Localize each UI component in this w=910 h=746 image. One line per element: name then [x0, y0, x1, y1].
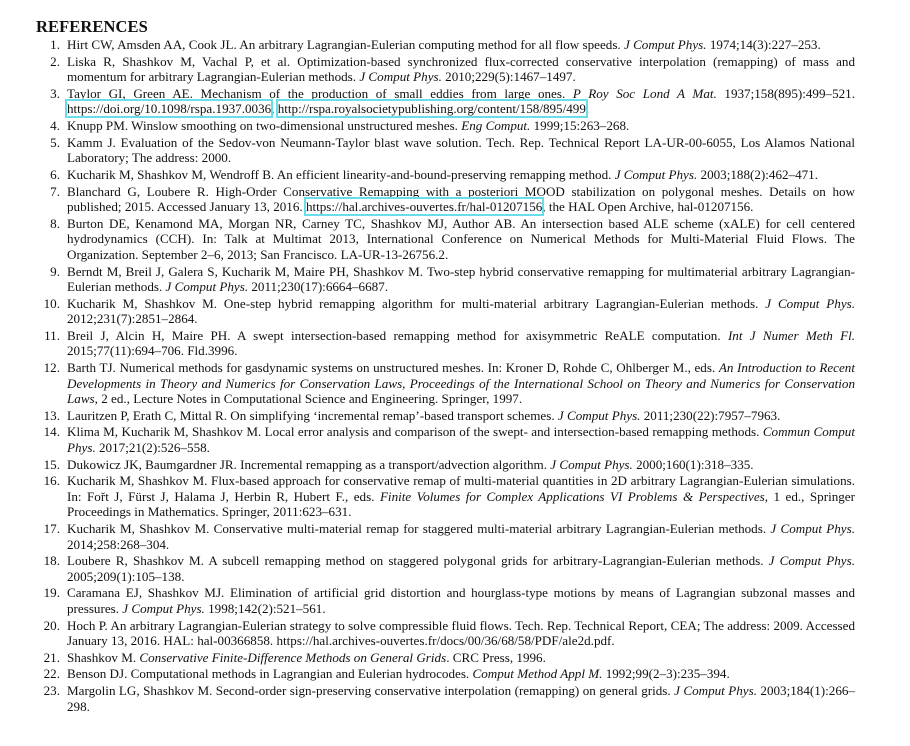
- reference-text: [67, 424, 855, 455]
- reference-segment: , 2 ed., Lecture Notes in Computational Science and Engineering. Springer, 1997.: [94, 391, 523, 407]
- reference-number: 6.: [50, 166, 60, 182]
- reference-segment: 1974;14(3):227–253.: [706, 37, 821, 52]
- reference-item: [36, 666, 855, 682]
- journal-title: Commun Comput Phys.: [67, 424, 855, 455]
- journal-title: J Comput Phys.: [557, 407, 641, 423]
- journal-title: Comput Method Appl M.: [472, 666, 603, 682]
- reference-text: [67, 585, 855, 616]
- reference-number: 11.: [44, 327, 60, 343]
- reference-text: [67, 118, 629, 133]
- reference-segment: Shashkov M.: [67, 649, 140, 665]
- reference-segment: 2017;21(2):526–558.: [95, 439, 210, 455]
- journal-title: J Comput Phys.: [550, 456, 633, 472]
- references-heading: REFERENCES: [36, 17, 148, 36]
- reference-segment: Berndt M, Breil J, Galera S, Kucharik M, Maire PH, Shashkov M. Two-step hybrid conservative remapping for multimaterial arbitrary Lagrangian-Eulerian methods.: [67, 263, 855, 294]
- reference-item: [36, 184, 855, 215]
- reference-item: [36, 650, 855, 666]
- reference-item: [36, 118, 855, 134]
- reference-item: [36, 360, 855, 407]
- reference-segment: Breil J, Alcin H, Maire PH. A swept intersection-based remapping method for axisymmetric ReALE computation.: [67, 327, 728, 343]
- reference-segment: Kucharik M, Shashkov M. Flux-based approach for conservative remap of multi-material quantities in 2D arbitrary Lagrangian-Eulerian simulations. In: Fořt J, Fürst J, Halama J, Herbin R, Hubert F., eds.: [67, 473, 855, 504]
- reference-segment: ,: [271, 101, 278, 117]
- journal-title: J Comput Phys.: [122, 600, 205, 616]
- reference-segment: 1998;142(2):521–561.: [204, 600, 326, 616]
- reference-text: [67, 37, 821, 52]
- reference-item: [36, 37, 855, 53]
- reference-segment: Margolin LG, Shashkov M. Second-order sign-preserving conservative interpolation (remapping) on general grids.: [67, 683, 675, 699]
- reference-item: [36, 167, 855, 183]
- reference-list: [36, 37, 855, 714]
- reference-item: [36, 473, 855, 520]
- reference-segment: Hoch P. An arbitrary Lagrangian-Eulerian strategy to solve compressible fluid flows. Tech. Rep. Technical Report, CEA; The address: 2009. Accessed January 13, 2016. HAL: hal-00366858. https://hal.archives-ouvertes.fr/docs/00/36/68/58/PDF/ale2d.pdf.: [67, 617, 855, 649]
- reference-segment: Dukowicz JK, Baumgardner JR. Incremental remapping as a transport/advection algorithm.: [67, 456, 551, 472]
- reference-segment: Knupp PM. Winslow smoothing on two-dimensional unstructured meshes.: [67, 118, 462, 134]
- reference-text: [67, 184, 855, 215]
- reference-item: [36, 553, 855, 584]
- reference-segment: 2005;209(1):105–138.: [67, 568, 185, 584]
- reference-item: [36, 86, 855, 117]
- reference-number: 14.: [43, 424, 60, 440]
- reference-segment: 1999;15:263–268.: [530, 118, 630, 134]
- reference-item: [36, 296, 855, 327]
- reference-number: 12.: [43, 360, 60, 376]
- reference-number: 17.: [43, 521, 60, 536]
- reference-text: [67, 216, 855, 262]
- journal-title: J Comput Phys.: [674, 683, 757, 699]
- reference-text: [67, 135, 855, 166]
- reference-segment: 2010;229(5):1467–1497.: [441, 69, 576, 85]
- reference-number: 18.: [43, 553, 60, 569]
- reference-segment: 2000;160(1):318–335.: [632, 456, 754, 472]
- reference-number: 1.: [50, 37, 60, 52]
- reference-segment: Kucharik M, Shashkov M. One-step hybrid remapping algorithm for multi-material arbitrary Lagrangian-Eulerian methods.: [67, 295, 766, 311]
- reference-text: [67, 683, 855, 714]
- reference-item: [36, 521, 855, 552]
- reference-number: 7.: [50, 183, 60, 199]
- reference-segment: Kamm J. Evaluation of the Sedov-von Neumann-Taylor blast wave solution. Tech. Rep. Technical Report LA-UR-00-6055, Los Alamos National Laboratory; The address: 2000.: [67, 134, 855, 166]
- reference-number: 21.: [43, 649, 60, 665]
- reference-segment: 2003;184(1):266–298.: [67, 683, 855, 714]
- reference-text: [67, 54, 855, 85]
- journal-title: J Comput Phys.: [359, 69, 442, 85]
- reference-segment: Blanchard G, Loubere R. High-Order Conservative Remapping with a posteriori MOOD stabilization on polygonal meshes. Details on how published; 2015. Accessed January 13, 2016.: [67, 183, 855, 215]
- reference-number: 19.: [43, 585, 60, 601]
- journal-title: J Comput Phys.: [623, 37, 707, 52]
- reference-segment: 1992;99(2–3):235–394.: [602, 666, 730, 682]
- journal-title: P Roy Soc Lond A Mat.: [572, 85, 717, 101]
- reference-segment: 2014;258:268–304.: [67, 536, 170, 552]
- reference-number: 23.: [43, 683, 60, 699]
- reference-item: [36, 683, 855, 714]
- journal-title: J Comput Phys.: [768, 553, 855, 569]
- reference-text: [67, 328, 855, 359]
- journal-title: J Comput Phys.: [765, 295, 855, 311]
- reference-text: [67, 618, 855, 649]
- reference-text: [67, 650, 546, 665]
- reference-text: [67, 457, 754, 472]
- journal-title: Eng Comput.: [461, 118, 531, 134]
- reference-text: [67, 521, 855, 552]
- reference-segment: Taylor GI, Green AE. Mechanism of the production of small eddies from large ones.: [67, 85, 573, 101]
- reference-segment: Kucharik M, Shashkov M, Wendroff B. An efficient linearity-and-bound-preserving remapping method.: [67, 166, 615, 182]
- reference-segment: 2012;231(7):2851–2864.: [67, 311, 198, 327]
- reference-number: 2.: [50, 53, 60, 69]
- reference-segment: , the HAL Open Archive, hal-01207156.: [542, 199, 754, 215]
- reference-number: 8.: [50, 215, 60, 231]
- reference-text: [67, 360, 855, 406]
- reference-number: 13.: [43, 407, 60, 423]
- reference-number: 10.: [43, 295, 60, 311]
- reference-segment: Hirt CW, Amsden AA, Cook JL. An arbitrary Lagrangian-Eulerian computing method for all flow speeds.: [67, 37, 624, 52]
- reference-item: [36, 135, 855, 166]
- reference-link[interactable]: https://doi.org/10.1098/rspa.1937.0036: [67, 101, 272, 117]
- reference-item: [36, 618, 855, 649]
- reference-text: [67, 408, 780, 423]
- reference-segment: 1937;158(895):499–521.: [716, 85, 855, 101]
- reference-text: [67, 86, 855, 117]
- reference-item: [36, 457, 855, 473]
- journal-title: Finite Volumes for Complex Applications VI Problems & Perspectives: [379, 488, 765, 504]
- reference-item: [36, 328, 855, 359]
- reference-segment: Lauritzen P, Erath C, Mittal R. On simplifying ‘incremental remap’-based transport schemes.: [67, 407, 558, 423]
- reference-number: 4.: [50, 118, 60, 134]
- reference-number: 16.: [43, 473, 60, 489]
- reference-segment: .: [585, 101, 590, 117]
- reference-text: [67, 167, 818, 182]
- reference-segment: 2015;77(11):694–706. Fld.3996.: [67, 343, 238, 359]
- reference-text: [67, 666, 730, 681]
- reference-number: 20.: [43, 617, 60, 633]
- reference-text: [67, 264, 855, 295]
- reference-number: 3.: [50, 85, 60, 101]
- reference-item: [36, 585, 855, 616]
- reference-segment: Klima M, Kucharik M, Shashkov M. Local error analysis and comparison of the swept- and intersection-based remapping methods.: [67, 424, 763, 440]
- reference-number: 15.: [43, 456, 60, 472]
- journal-title: J Comput Phys.: [165, 279, 249, 294]
- reference-item: [36, 264, 855, 295]
- reference-segment: Caramana EJ, Shashkov MJ. Elimination of artificial grid distortion and hourglass-type motions by means of Lagrangian subzonal masses and pressures.: [67, 585, 855, 616]
- reference-segment: 2003;188(2):462–471.: [697, 166, 818, 182]
- journal-title: Conservative Finite-Difference Methods on General Grids: [139, 649, 447, 665]
- reference-text: [67, 473, 855, 519]
- reference-number: 9.: [50, 263, 60, 279]
- reference-segment: 2011;230(22):7957–7963.: [640, 407, 781, 423]
- reference-text: [67, 296, 855, 327]
- reference-link[interactable]: https://hal.archives-ouvertes.fr/hal-01207156: [305, 199, 543, 215]
- reference-number: 22.: [43, 666, 60, 682]
- journal-title: An Introduction to Recent Developments in Theory and Numerics for Conservation Laws, Proceedings of the International School on Theory and Numerics for Conservation Laws: [67, 360, 855, 407]
- reference-text: [67, 553, 855, 584]
- reference-item: [36, 54, 855, 85]
- reference-segment: Liska R, Shashkov M, Vachal P, et al. Optimization-based synchronized flux-corrected conservative interpolation (remapping) of mass and momentum for arbitrary Lagrangian-Eulerian methods.: [67, 53, 855, 85]
- reference-item: [36, 408, 855, 424]
- reference-link[interactable]: http://rspa.royalsocietypublishing.org/content/158/895/499: [277, 101, 586, 117]
- reference-segment: Benson DJ. Computational methods in Lagrangian and Eulerian hydrocodes.: [67, 666, 473, 682]
- reference-segment: Loubere R, Shashkov M. A subcell remapping method on staggered polygonal grids for arbitrary-Lagrangian-Eulerian methods.: [67, 553, 769, 569]
- journal-title: J Comput Phys.: [614, 166, 698, 182]
- reference-segment: Kucharik M, Shashkov M. Conservative multi-material remap for staggered multi-material arbitrary Lagrangian-Eulerian methods.: [67, 521, 771, 536]
- reference-segment: Barth TJ. Numerical methods for gasdynamic systems on unstructured meshes. In: Kroner D, Rohde C, Ohlberger M., eds.: [67, 360, 719, 376]
- reference-segment: . CRC Press, 1996.: [446, 649, 546, 665]
- reference-segment: , 1 ed., Springer Proceedings in Mathematics. Springer, 2011:623–631.: [67, 488, 855, 520]
- reference-number: 5.: [50, 134, 60, 150]
- journal-title: J Comput Phys.: [770, 521, 855, 536]
- reference-segment: 2011;230(17):6664–6687.: [248, 279, 389, 294]
- reference-segment: Burton DE, Kenamond MA, Morgan NR, Carney TC, Shashkov MJ, Author AB. An intersection based ALE scheme (xALE) for cell centered hydrodynamics (CCH). In: Talk at Multimat 2013, International Conference on Numerical Methods for Multi-Material Fluid Flows. The Organization. September 2–6, 2013; San Francisco. LA-UR-13-26756.2.: [67, 215, 855, 262]
- journal-title: Int J Numer Meth Fl.: [727, 327, 855, 343]
- reference-item: [36, 216, 855, 263]
- reference-item: [36, 424, 855, 455]
